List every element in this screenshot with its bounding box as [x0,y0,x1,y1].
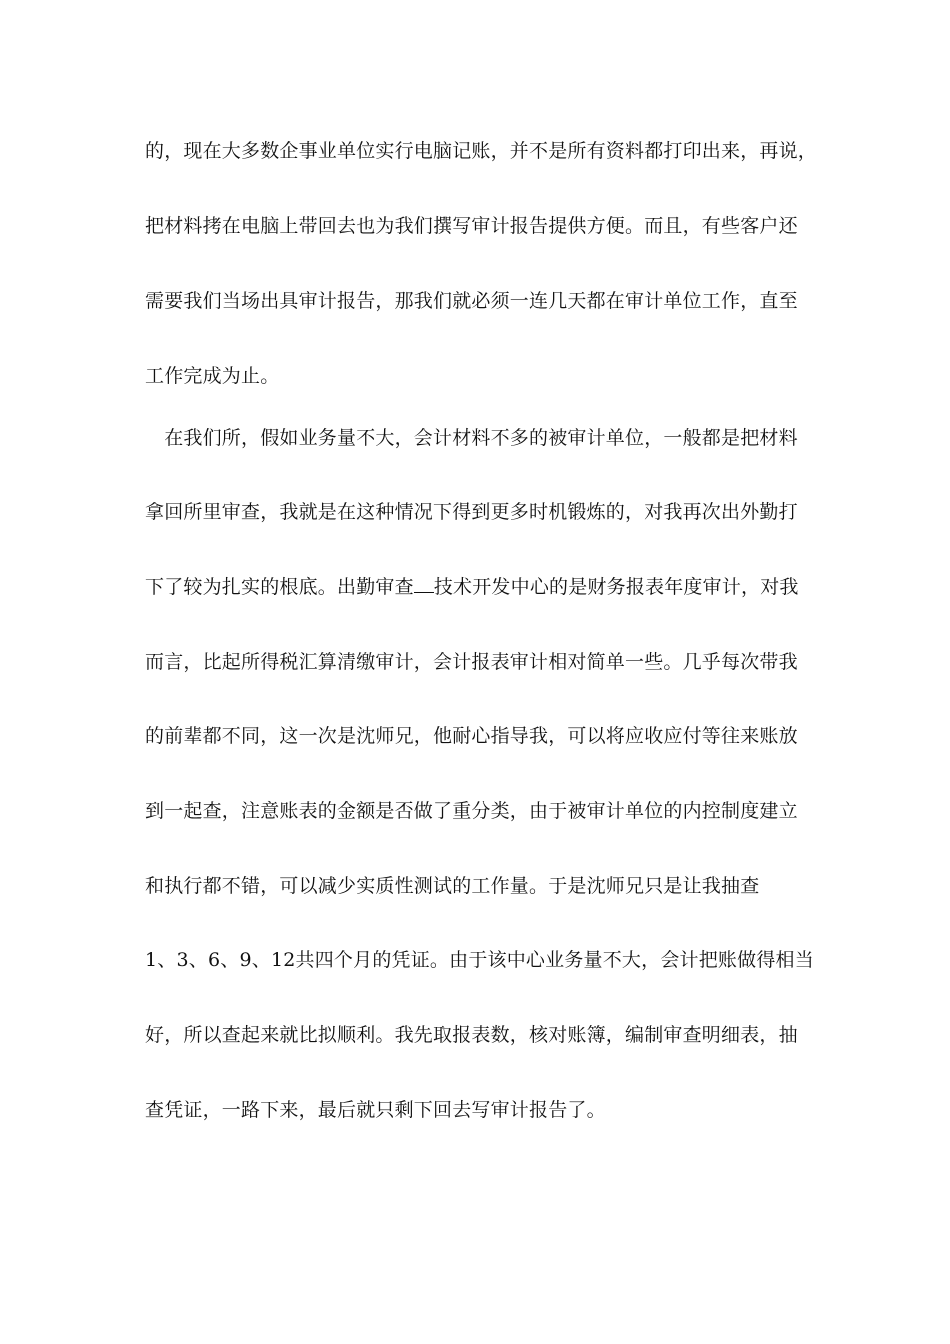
blank-underline [414,574,434,593]
paragraph-line: 查凭证，一路下来，最后就只剩下回去写审计报告了。 [145,1099,606,1121]
line-segment: 下了较为扎实的根底。出勤审查 [145,576,414,598]
paragraph-line: 的前辈都不同，这一次是沈师兄，他耐心指导我，可以将应收应付等往来账放 [145,725,798,747]
paragraph-line: 工作完成为止。 [145,365,280,387]
line-segment: 技术开发中心的是财务报表年度审计，对我 [433,576,799,598]
paragraph-line: 把材料拷在电脑上带回去也为我们撰写审计报告提供方便。而且，有些客户还 [145,215,798,237]
paragraph-line: 需要我们当场出具审计报告，那我们就必须一连几天都在审计单位工作，直至 [145,290,798,312]
paragraph-line: 而言，比起所得税汇算清缴审计，会计报表审计相对简单一些。几乎每次带我 [145,651,798,673]
paragraph-line: 在我们所，假如业务量不大，会计材料不多的被审计单位，一般都是把材料 [145,427,798,449]
paragraph-line [145,948,814,972]
paragraph-line: 拿回所里审查，我就是在这种情况下得到更多时机锻炼的，对我再次出外勤打 [145,501,798,523]
paragraph-line: 和执行都不错，可以减少实质性测试的工作量。于是沈师兄只是让我抽查 [145,875,760,897]
paragraph-line [145,574,810,598]
line-segment: 共四个月的凭证。由于该中心业务量不大，会计把账做得相当 [295,949,814,971]
paragraph-line: 好，所以查起来就比拟顺利。我先取报表数，核对账簿，编制审查明细表，抽 [145,1024,798,1046]
month-list: 1、3、6、9、12 [145,949,296,971]
paragraph-line: 到一起查，注意账表的金额是否做了重分类，由于被审计单位的内控制度建立 [145,800,798,822]
paragraph-line: 的，现在大多数企事业单位实行电脑记账，并不是所有资料都打印出来，再说， [145,140,818,162]
